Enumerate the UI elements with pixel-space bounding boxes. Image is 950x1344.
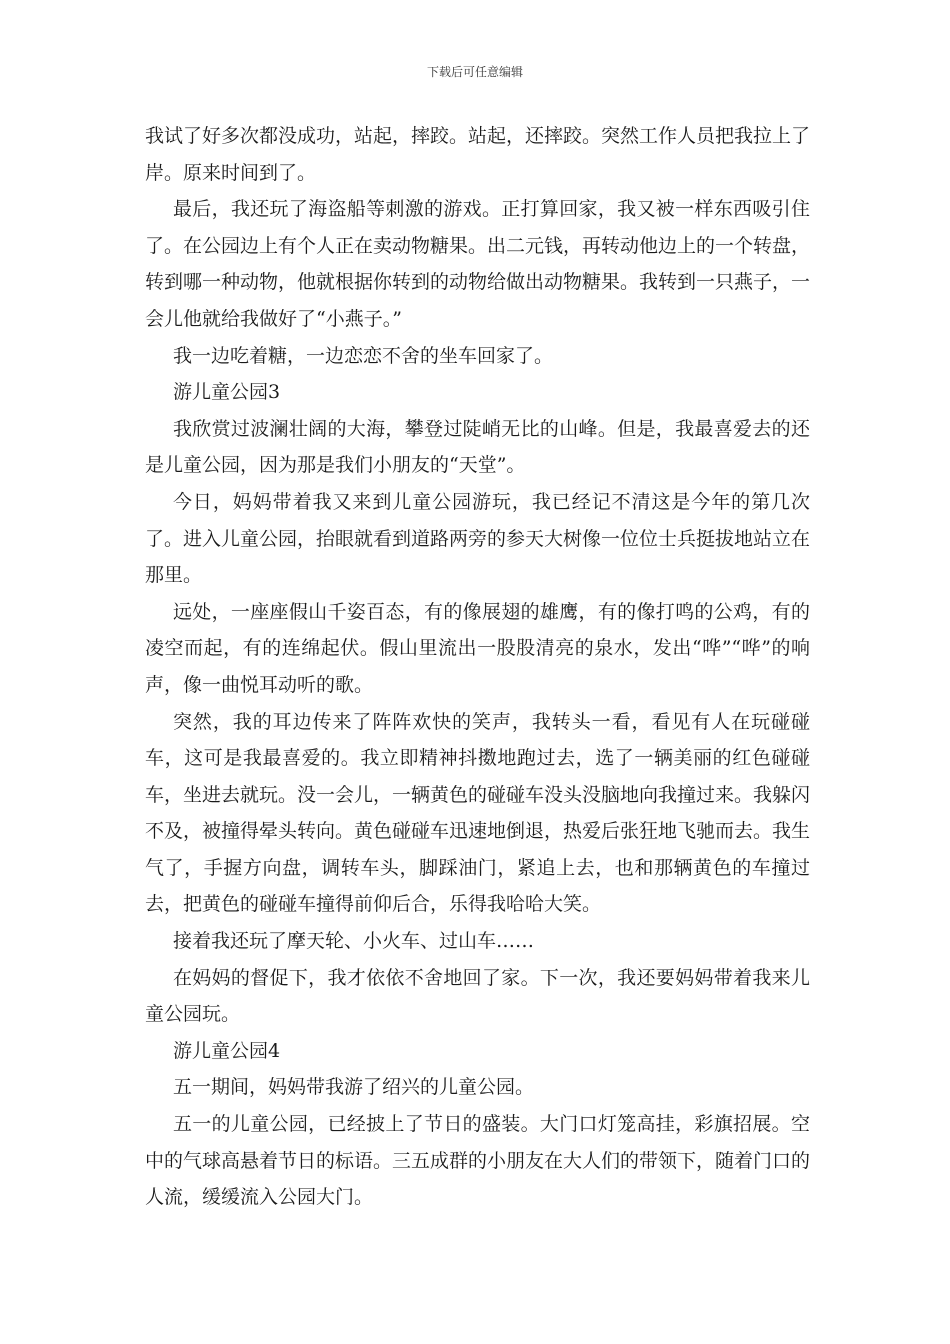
paragraph: 今日，妈妈带着我又来到儿童公园游玩，我已经记不清这是今年的第几次了。进入儿童公园，抬眼就看到道路两旁的参天大树像一位位士兵挺拔地站立在那里。 — [145, 490, 811, 587]
paragraph: 五一期间，妈妈带我游了绍兴的儿童公园。 — [173, 1076, 535, 1099]
paragraph: 我一边吃着糖，一边恋恋不舍的坐车回家了。 — [173, 344, 554, 367]
paragraph: 接着我还玩了摩天轮、小火车、过山车…… — [173, 930, 535, 953]
paragraph: 在妈妈的督促下，我才依依不舍地回了家。下一次，我还要妈妈带着我来儿童公园玩。 — [145, 966, 810, 1026]
document-body — [145, 118, 810, 1216]
page-header: 下载后可任意编辑 — [426, 65, 523, 79]
paragraph: 我欣赏过波澜壮阔的大海，攀登过陡峭无比的山峰。但是，我最喜爱去的还是儿童公园，因为那是我们小朋友的“天堂”。 — [145, 417, 810, 477]
paragraph: 我试了好多次都没成功，站起，摔跤。站起，还摔跤。突然工作人员把我拉上了岸。原来时间到了。 — [145, 125, 811, 184]
paragraph: 突然，我的耳边传来了阵阵欢快的笑声，我转头一看，看见有人在玩碰碰车，这可是我最喜爱的。我立即精神抖擞地跑过去，选了一辆美丽的红色碰碰车，坐进去就玩。没一会儿，一辆黄色的碰碰车没头没脑地向我撞过来。我躲闪不及，被撞得晕头转向。黄色碰碰车迅速地倒退，热爱后张狂地飞驰而去。我生气了，手握方向盘，调转车头，脚踩油门，紧追上去，也和那辆黄色的车撞过去，把黄色的碰碰车撞得前仰后合，乐得我哈哈大笑。 — [145, 710, 811, 916]
section-title: 游儿童公园4 — [173, 1039, 281, 1062]
paragraph: 远处，一座座假山千姿百态，有的像展翅的雄鹰，有的像打鸣的公鸡，有的凌空而起，有的连绵起伏。假山里流出一股股清亮的泉水，发出“哗”“哗”的响声，像一曲悦耳动听的歌。 — [145, 600, 810, 696]
paragraph: 五一的儿童公园，已经披上了节日的盛装。大门口灯笼高挂，彩旗招展。空中的气球高悬着节日的标语。三五成群的小朋友在大人们的带领下，随着门口的人流，缓缓流入公园大门。 — [145, 1113, 811, 1209]
paragraph: 最后，我还玩了海盗船等刺激的游戏。正打算回家，我又被一样东西吸引住了。在公园边上有个人正在卖动物糖果。出二元钱，再转动他边上的一个转盘，转到哪一种动物，他就根据你转到的动物给做出动物糖果。我转到一只燕子，一会儿他就给我做好了“小燕子。” — [145, 198, 811, 330]
section-title: 游儿童公园3 — [173, 381, 281, 404]
